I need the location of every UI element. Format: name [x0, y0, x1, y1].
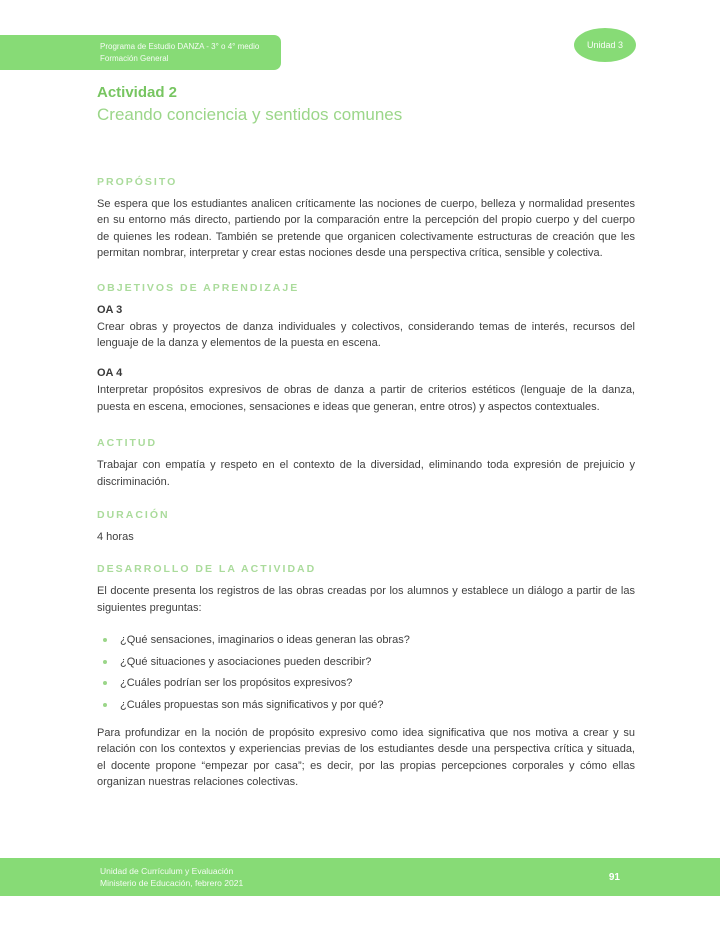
desarrollo-intro: El docente presenta los registros de las obras creadas por los alumnos y establece un diálogo a partir de las siguientes preguntas:: [97, 585, 635, 614]
list-item: [97, 675, 635, 691]
heading-actitud: ACTITUD: [97, 437, 158, 450]
heading-objetivos: OBJETIVOS DE APRENDIZAJE: [97, 281, 300, 294]
list-item: [97, 654, 635, 670]
footer-line1: Unidad de Currículum y Evaluación: [100, 866, 234, 876]
oa3-label: OA 3: [97, 303, 123, 316]
footer-credits: [100, 865, 243, 889]
oa3-text: Crear obras y proyectos de danza individuales y colectivos, considerando temas de interés, recursos del lenguaje de la danza y elementos de la puesta en escena.: [97, 320, 635, 350]
actitud-paragraph: Trabajar con empatía y respeto en el contexto de la diversidad, eliminando toda expresión de prejuicio y discriminación.: [97, 459, 635, 488]
proposito-paragraph: Se espera que los estudiantes analicen críticamente las nociones de cuerpo, belleza y normalidad presentes en su entorno más directo, partiendo por la comparación entre la percepción del propio cuerpo y del cuerpo de quienes les rodean. También se pretende que organicen colectivamente estructuras de creación que les permitan nombrar, interpretar y crear estas nociones desde una perspectiva crítica, sensible y colectiva.: [97, 198, 635, 260]
activity-subtitle: Creando conciencia y sentidos comunes: [97, 105, 403, 124]
oa4-label: OA 4: [97, 367, 123, 380]
page-number: 91: [608, 871, 620, 883]
bullet-icon: [103, 681, 107, 685]
question-text: ¿Cuáles podrían ser los propósitos expresivos?: [120, 677, 353, 690]
heading-proposito: PROPÓSITO: [97, 176, 178, 188]
oa4-text: Interpretar propósitos expresivos de obras de danza a partir de criterios estéticos (lenguaje de la danza, puesta en escena, emociones, sensaciones e ideas que generan, entre otros) y aspectos contextuales.: [97, 384, 635, 413]
list-item: [97, 632, 635, 648]
activity-title: Actividad 2: [97, 84, 178, 101]
question-text: ¿Qué situaciones y asociaciones pueden describir?: [120, 655, 372, 668]
footer-line2: Ministerio de Educación, febrero 2021: [100, 878, 244, 888]
header-program-line1: Programa de Estudio DANZA - 3° o 4° medio: [100, 42, 260, 51]
heading-duracion: DURACIÓN: [97, 509, 170, 522]
bullet-icon: [103, 660, 107, 664]
list-item: [97, 697, 635, 713]
header-program-line2: Formación General: [100, 53, 169, 63]
unit-badge-label: Unidad 3: [586, 40, 624, 50]
footer-bar: [0, 858, 720, 896]
heading-desarrollo: DESARROLLO DE LA ACTIVIDAD: [97, 563, 317, 576]
desarrollo-closing: Para profundizar en la noción de propósito expresivo como idea significativa que nos motiva a crear y su relación con los contextos y experiencias previas de los estudiantes desde una perspectiva crítica y situada, el docente propone “empezar por casa”; es decir, por las propias percepciones corporales y cómo ellas organizan nuestras relaciones colectivas.: [97, 726, 635, 789]
duracion-value: 4 horas: [97, 531, 134, 544]
question-list: [97, 632, 635, 713]
page-content: [97, 0, 635, 791]
question-text: ¿Cuáles propuestas son más significativos y por qué?: [120, 698, 384, 711]
bullet-icon: [103, 638, 107, 642]
question-text: ¿Qué sensaciones, imaginarios o ideas generan las obras?: [120, 634, 410, 647]
bullet-icon: [103, 703, 107, 707]
